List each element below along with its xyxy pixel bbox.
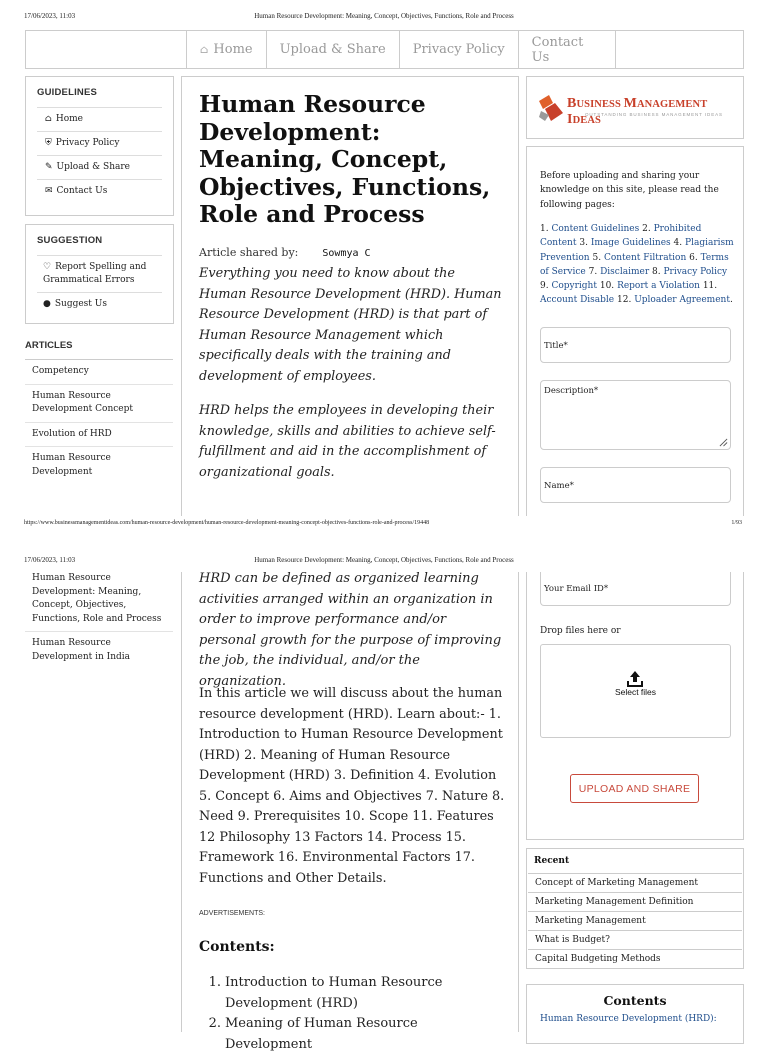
- advertisements-label: ADVERTISEMENTS:: [199, 910, 265, 917]
- suggestion-heading: SUGGESTION: [37, 235, 103, 246]
- suggestion-box: [25, 224, 174, 324]
- logo-mark-icon: [539, 95, 563, 121]
- guidelines-box: [25, 76, 174, 216]
- print-doc-title: Human Resource Development: Meaning, Concept, Objectives, Functions, Role and Process: [254, 12, 514, 20]
- select-files-button[interactable]: Select files: [614, 687, 657, 697]
- guidelines-home-label: Home: [55, 114, 84, 124]
- recent-heading: Recent: [534, 856, 570, 866]
- article-link[interactable]: Competency: [25, 359, 173, 384]
- article-link[interactable]: Evolution of HRD: [25, 422, 173, 447]
- site-logo[interactable]: [526, 76, 744, 139]
- link-privacy-policy[interactable]: Privacy Policy: [663, 266, 728, 277]
- article-para-4: In this article we will discuss about the human resource development (HRD). Learn about:- 1. Introduction to Human Resource Development (HRD) 2. Meaning of Human Resource Development (HRD) 3. Definition 4. Evolution 5. Concept 6. Aims and Objectives 7. Nature 8. Need 9. Prerequisites 10. Scope 11. Features 12 Philosophy 13 Factors 14. Process 15. Framework 16. Environmental Factors 17. Functions and Other Details.: [199, 686, 505, 886]
- guidelines-upload[interactable]: [37, 155, 162, 179]
- guidelines-contact[interactable]: [37, 179, 162, 203]
- table-of-contents: [199, 973, 504, 1055]
- recent-item[interactable]: What is Budget?: [528, 930, 742, 949]
- articles-list: [25, 359, 173, 484]
- link-terms-of-service[interactable]: Terms of Service: [540, 252, 729, 277]
- logo-wordmark: BUSINESS MANAGEMENT IDEAS: [567, 96, 708, 127]
- pdf-page-1: [0, 0, 768, 512]
- contents-heading: Contents:: [199, 939, 275, 955]
- recent-item[interactable]: Concept of Marketing Management: [528, 873, 742, 892]
- sidebar-contents-link[interactable]: Human Resource Development (HRD):: [540, 1014, 717, 1024]
- print-doc-title: Human Resource Development: Meaning, Concept, Objectives, Functions, Role and Process: [254, 556, 514, 564]
- guidelines-home[interactable]: [37, 107, 162, 131]
- guidelines-upload-label: Upload & Share: [56, 162, 131, 173]
- article-title: Human Resource Development: Meaning, Concept, Objectives, Functions, Role and Process: [199, 90, 491, 228]
- print-footer-page-1: [0, 518, 768, 534]
- title-input-placeholder: Title*: [544, 341, 568, 351]
- name-input-placeholder: Name*: [544, 481, 574, 491]
- print-page-number: 1/93: [731, 520, 742, 526]
- suggestion-suggest-us[interactable]: [37, 292, 162, 316]
- nav-home-label: Home: [213, 42, 253, 57]
- suggestion-report-label: Report Spelling and Grammatical Errors: [43, 262, 147, 286]
- description-placeholder: Description*: [544, 386, 599, 396]
- envelope-icon: ✉: [45, 186, 53, 197]
- file-dropzone[interactable]: [540, 644, 731, 738]
- nav-upload-label: Upload & Share: [279, 42, 386, 57]
- top-navigation: [25, 30, 744, 69]
- recent-posts-box: [526, 848, 744, 969]
- name-input[interactable]: [540, 467, 731, 503]
- suggest-icon: ●: [43, 299, 51, 310]
- article-link-current[interactable]: Human Resource Development: Meaning, Concept, Objectives, Functions, Role and Process: [32, 573, 162, 624]
- article-intro: Everything you need to know about the Human Resource Development (HRD). Human Resource Development (HRD) is that part of Human Resource Management which specifically deals with the training and development of employees.: [199, 266, 502, 384]
- article-para-2: HRD helps the employees in developing their knowledge, skills and abilities to achieve self-fulfillment and aid in the accomplishment of organizational goals.: [199, 403, 496, 480]
- upload-guideline-links: 1. Content Guidelines 2. Prohibited Content 3. Image Guidelines 4. Plagiarism Prevention 5. Content Filtration 6. Terms of Service 7. Disclaimer 8. Privacy Policy 9. Copyright 10. Report a Violation 11. Account Disable 12. Uploader Agreement.: [540, 224, 734, 306]
- link-copyright[interactable]: Copyright: [551, 281, 597, 292]
- home-icon: ⌂: [200, 43, 209, 56]
- recent-item[interactable]: Marketing Management Definition: [528, 892, 742, 911]
- nav-home[interactable]: [187, 31, 267, 68]
- description-textarea[interactable]: [540, 380, 731, 450]
- nav-contact-label: Contact Us: [531, 34, 584, 65]
- suggestion-suggest-label: Suggest Us: [54, 299, 107, 310]
- article-link[interactable]: Human Resource Development Concept: [25, 384, 173, 422]
- nav-upload-share[interactable]: [267, 31, 400, 68]
- upload-icon: [626, 670, 644, 688]
- shared-by-label: Article shared by:: [199, 246, 299, 259]
- report-icon: ♡: [43, 262, 52, 272]
- link-content-filtration[interactable]: Content Filtration: [603, 252, 687, 263]
- shield-icon: ⛨: [45, 138, 52, 149]
- link-content-guidelines[interactable]: Content Guidelines: [551, 224, 640, 234]
- logo-tagline: OUTSTANDING BUSINESS MANAGEMENT IDEAS: [585, 112, 723, 117]
- upload-intro: Before uploading and sharing your knowledge on this site, please read the following pages:: [540, 171, 719, 210]
- link-disclaimer[interactable]: Disclaimer: [600, 266, 650, 277]
- article-author-line: [199, 246, 371, 259]
- guidelines-privacy-label: Privacy Policy: [55, 138, 120, 149]
- article-para-3: HRD can be defined as organized learning activities arranged within an organization in order to improve performance and/or personal growth for the purpose of improving the job, the individual, and/or the organization.: [199, 571, 502, 689]
- title-input[interactable]: [540, 327, 731, 363]
- link-uploader-agreement[interactable]: Uploader Agreement: [634, 295, 730, 306]
- link-report-violation[interactable]: Report a Violation: [617, 281, 700, 292]
- articles-list-continued: [25, 569, 173, 669]
- articles-heading: ARTICLES: [25, 340, 73, 351]
- nav-privacy-label: Privacy Policy: [412, 42, 505, 57]
- email-input-placeholder: Your Email ID*: [544, 584, 609, 594]
- toc-item[interactable]: 1. Introduction to Human Resource Development (HRD): [208, 975, 443, 1011]
- resize-handle-icon[interactable]: [719, 438, 728, 447]
- link-prohibited-content[interactable]: Prohibited Content: [540, 224, 702, 249]
- print-datetime: 17/06/2023, 11:03: [24, 12, 76, 20]
- guidelines-heading: GUIDELINES: [37, 87, 98, 98]
- email-input[interactable]: [540, 572, 731, 606]
- article-link[interactable]: Human Resource Development: [25, 446, 173, 484]
- article-link[interactable]: Human Resource Development in India: [25, 631, 173, 669]
- link-image-guidelines[interactable]: Image Guidelines: [590, 238, 671, 249]
- sidebar-contents-heading: Contents: [603, 993, 667, 1008]
- recent-item[interactable]: Capital Budgeting Methods: [528, 949, 742, 968]
- nav-privacy-policy[interactable]: [400, 31, 519, 68]
- drop-files-label: Drop files here or: [540, 626, 621, 636]
- link-account-disable[interactable]: Account Disable: [540, 295, 615, 306]
- sidebar-contents-box: [526, 984, 744, 1044]
- toc-item[interactable]: 2. Meaning of Human Resource Development: [208, 1016, 418, 1052]
- home-icon: ⌂: [45, 114, 52, 124]
- guidelines-contact-label: Contact Us: [56, 186, 108, 197]
- author-name[interactable]: Sowmya C: [322, 248, 371, 259]
- upload-and-share-button[interactable]: UPLOAD AND SHARE: [570, 774, 699, 803]
- suggestion-report[interactable]: [37, 255, 162, 292]
- link-plagiarism-prevention[interactable]: Plagiarism Prevention: [540, 238, 734, 263]
- print-header: [0, 0, 768, 26]
- print-url: https://www.businessmanagementideas.com/human-resource-development/human-resource-development-meaning-concept-objectives-functions-role-and-process/19448: [24, 520, 430, 526]
- recent-item[interactable]: Marketing Management: [528, 911, 742, 930]
- guidelines-privacy[interactable]: [37, 131, 162, 155]
- nav-contact-us[interactable]: [519, 31, 616, 68]
- pencil-icon: ✎: [45, 162, 53, 173]
- print-datetime: 17/06/2023, 11:03: [24, 556, 76, 564]
